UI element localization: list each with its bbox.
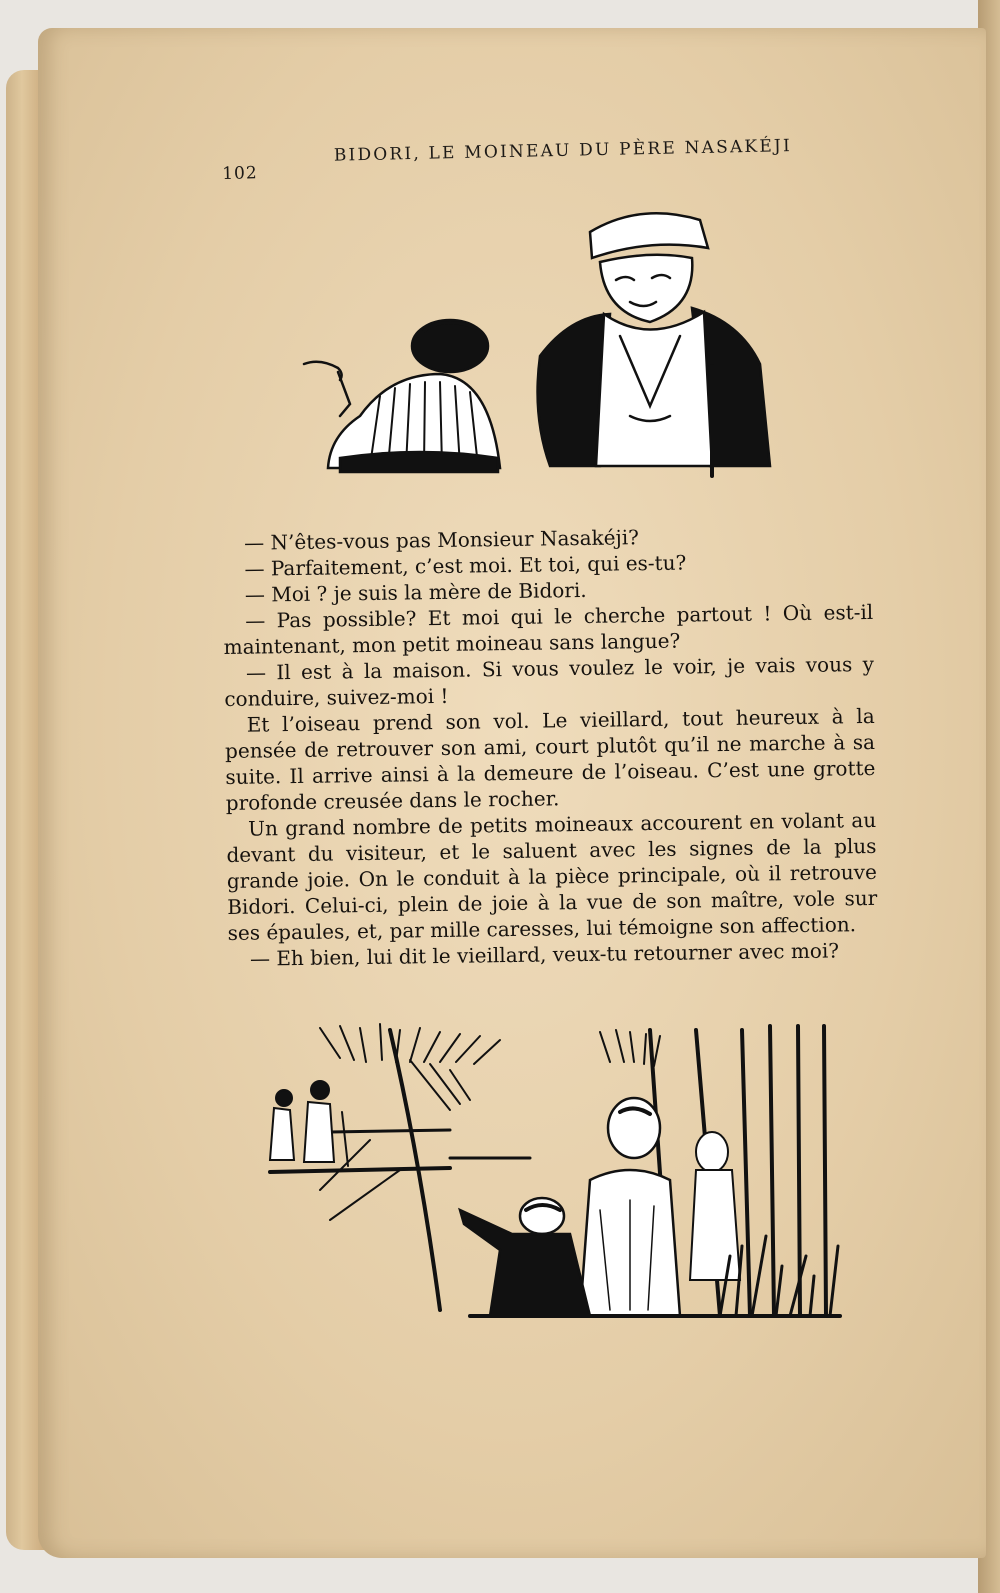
dialogue-line: — Parfaitement, c’est moi. Et toi, qui es-tu? — [244, 550, 687, 581]
illustration-bamboo-grove — [250, 1020, 850, 1320]
pointing-hand — [304, 362, 342, 380]
narrative-paragraph: Un grand nombre de petits moineaux accourent en volant au devant du visiteur, et le saluent avec les signes de la plus grande joie. On le conduit à la pièce principale, où il retrouve Bidori. Celui-ci, plein de joie à la vue de son maître, vole sur ses épaules, et, par mille caresses, lui témoigne son affection. — [226, 807, 878, 945]
dialogue-line: — N’êtes-vous pas Monsieur Nasakéji? — [244, 525, 640, 555]
old-man-back — [580, 1098, 680, 1316]
dialogue-line: — Pas possible? Et moi qui le cherche partout ! Où est-il maintenant, mon petit moineau sans langue? — [223, 599, 874, 659]
distant-travellers — [270, 1081, 348, 1166]
running-title: BIDORI, LE MOINEAU DU PÈRE NASAKÉJI — [333, 136, 793, 166]
old-man-cap — [590, 213, 708, 258]
page-number: 102 — [222, 163, 258, 184]
dialogue-line: — Il est à la maison. Si vous voulez le voir, je vais vous y conduire, suivez-moi ! — [224, 651, 875, 711]
dialogue-line: — Moi ? je suis la mère de Bidori. — [244, 577, 587, 607]
story-text — [222, 521, 878, 972]
narrative-paragraph: Et l’oiseau prend son vol. Le vieillard, tout heureux à la pensée de retrouver son ami, court plutôt qu’il ne marche à sa suite. Il arrive ainsi à la demeure de l’oiseau. C’est une grotte profonde creusée dans le rocher. — [224, 703, 876, 815]
illustration-sparrow-and-old-man — [300, 196, 780, 486]
sparrow-guide — [460, 1198, 590, 1316]
dialogue-line: — Eh bien, lui dit le vieillard, veux-tu retourner avec moi? — [249, 938, 840, 971]
